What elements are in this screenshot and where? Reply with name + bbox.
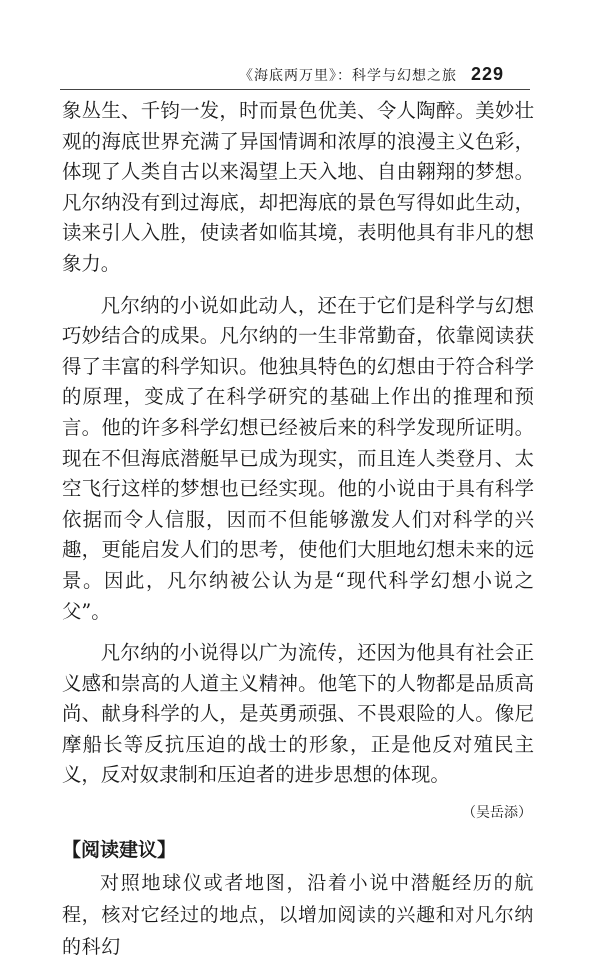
header-divider — [60, 89, 530, 90]
paragraph-1: 象丛生、千钧一发，时而景色优美、令人陶醉。美妙壮观的海底世界充满了异国情调和浓厚的浪漫主义色彩，体现了人类自古以来渴望上天入地、自由翱翔的梦想。凡尔纳没有到过海底，却把海底的景色写得如此生动，读来引人入胜，使读者如临其境，表明他具有非凡的想象力。 — [62, 99, 534, 275]
reading-suggestion-title: 【阅读建议】 — [62, 839, 177, 862]
page-number: 229 — [470, 64, 504, 84]
reading-suggestion-text: 对照地球仪或者地图，沿着小说中潜艇经历的航程，核对它经过的地点，以增加阅读的兴趣和对凡尔纳的科幻 — [62, 872, 534, 959]
running-header — [239, 64, 504, 85]
paragraph-3: 凡尔纳的小说得以广为流传，还因为他具有社会正义感和崇高的人道主义精神。他笔下的人物都是品质高尚、献身科学的人，是英勇顽强、不畏艰险的人。像尼摩船长等反抗压迫的战士的形象，正是他反对殖民主义，反对奴隶制和压迫者的进步思想的体现。 — [62, 641, 534, 787]
author-credit: （吴岳添） — [462, 805, 532, 822]
running-header-title: 《海底两万里》：科学与幻想之旅 — [238, 68, 457, 84]
page-body — [62, 96, 534, 963]
paragraph-2: 凡尔纳的小说如此动人，还在于它们是科学与幻想巧妙结合的成果。凡尔纳的一生非常勤奋，依靠阅读获得了丰富的科学知识。他独具特色的幻想由于符合科学的原理，变成了在科学研究的基础上作出的推理和预言。他的许多科学幻想已经被后来的科学发现所证明。现在不但海底潜艇早已成为现实，而且连人类登月、太空飞行这样的梦想也已经实现。他的小说由于具有科学依据而令人信服，因而不但能够激发人们对科学的兴趣，更能启发人们的思考，使他们大胆地幻想未来的远景。因此，凡尔纳被公认为是“现代科学幻想小说之父”。 — [62, 293, 534, 623]
